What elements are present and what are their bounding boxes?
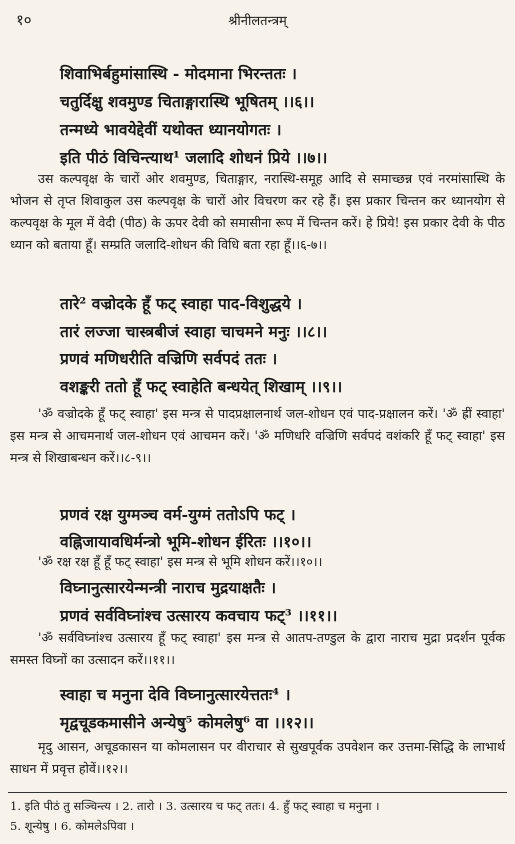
verse-line: इति पीठं विचिन्त्याथ¹ जलादि शोधनं प्रिये ।।७।। [60,148,328,167]
commentary-text: 'ॐ सर्वविघ्नांश्च उत्सारय हूँ फट् स्वाहा' इस मन्त्र से आतप-तण्डुल के द्वारा नाराच मुद्रा प्रदर्शन पूर्वक समस्त विघ्नों का उत्सादन करें।।११।। [10,630,505,667]
footnotes [10,796,505,836]
verse-line: प्रणवं रक्ष युग्मञ्च वर्म-युग्मं ततोऽपि फट् । [60,505,296,524]
verse-line: विघ्नानुत्सारयेन्मन्त्री नाराच मुद्रयाक्षतैः । [60,578,277,597]
commentary-paragraph [10,627,505,671]
verse-line: वशङ्करी ततो हूँ फट् स्वाहेति बन्धयेत् शिखाम् ।।९।। [60,377,343,396]
footnote-line: 5. शून्येषु । 6. कोमलेऽपिवा । [10,819,135,833]
verse-line: चतुर्दिक्षु शवमुण्ड चिताङ्गारास्थि भूषितम् ।।६।। [60,92,315,111]
commentary-paragraph [10,168,505,256]
verse-line: तन्मध्ये भावयेद्देवीं यथोक्त ध्यानयोगतः । [60,120,282,139]
verse-line: वह्निजायावधिर्मन्त्रो भूमि-शोधन ईरितः ।।१०।। [60,532,312,551]
footnote-divider [8,792,507,793]
footnote-line: 1. इति पीठं तु सञ्चिन्त्य । 2. तारो । 3. उत्सारय च फट् ततः। 4. हुँ फट् स्वाहा च मनुना । [10,799,380,813]
commentary-paragraph [10,403,505,469]
commentary-paragraph [10,551,505,573]
commentary-text: 'ॐ वज्रोदके हूँ फट् स्वाहा' इस मन्त्र से पादप्रक्षालनार्थ जल-शोधन एवं पाद-प्रक्षालन करें। 'ॐ ह्रीं स्वाहा' इस मन्त्र से आचमनार्थ जल-शोधन एवं आचमन करें। 'ॐ मणिधरि वज्रिणि सर्वपदं वशंकरि हूँ फट् स्वाहा' इस मन्त्र से शिखाबन्धन करें।।८-९।। [10,406,505,465]
page-number: १० [16,11,32,29]
verse-line: शिवाभिर्बहुमांसास्थि - मोदमाना भिरन्ततः । [60,64,298,83]
commentary-text: 'ॐ रक्ष रक्ष हूँ हूँ फट् स्वाहा' इस मन्त्र से भूमि शोधन करें।।१०।। [38,554,323,569]
verse-line: मृद्वचूडकमासीने अन्येषु⁵ कोमलेषु⁶ वा ।।१२।। [60,713,314,732]
verse-line: स्वाहा च मनुना देवि विघ्नानुत्सारयेत्ततः⁴ । [60,685,291,704]
verse-line: प्रणवं सर्वविघ्नांश्च उत्सारय कवचाय फट्³ ।।११।। [60,606,338,625]
commentary-text: उस कल्पवृक्ष के चारों ओर शवमुण्ड, चिताङ्गार, नरास्थि-समूह आदि से समाच्छन्न एवं नरमांसास्थि के भोजन से तृप्त शिवाकुल उस कल्पवृक्ष के चारों ओर विचरण कर रहे हैं। इस प्रकार चिन्तन कर ध्यानयोग से कल्पवृक्ष के मूल में वेदी (पीठ) के ऊपर देवी को समासीना रूप में चिन्तन करें। हे प्रिये! इस प्रकार देवी के पीठ ध्यान को बताया हूँ। सम्प्रति जलादि-शोधन की विधि बता रहा हूँ।।६-७।। [10,171,505,252]
verse-line: तारं लज्जा चास्त्रबीजं स्वाहा चाचमने मनुः ।।८।। [60,322,328,341]
verse-line: प्रणवं मणिधरीति वज्रिणि सर्वपदं ततः । [60,349,278,368]
commentary-text: मृदु आसन, अचूडकासन या कोमलासन पर वीराचार से सुखपूर्वक उपवेशन कर उत्तमा-सिद्धि के लाभार्थ साधन में प्रवृत्त होवें।।१२।। [10,739,505,776]
verse-line: तारे² वज्रोदके हूँ फट् स्वाहा पाद-विशुद्धये । [60,294,303,313]
page-header [16,10,499,32]
commentary-paragraph [10,736,505,780]
running-title: श्रीनीलतन्त्रम् [228,14,287,29]
